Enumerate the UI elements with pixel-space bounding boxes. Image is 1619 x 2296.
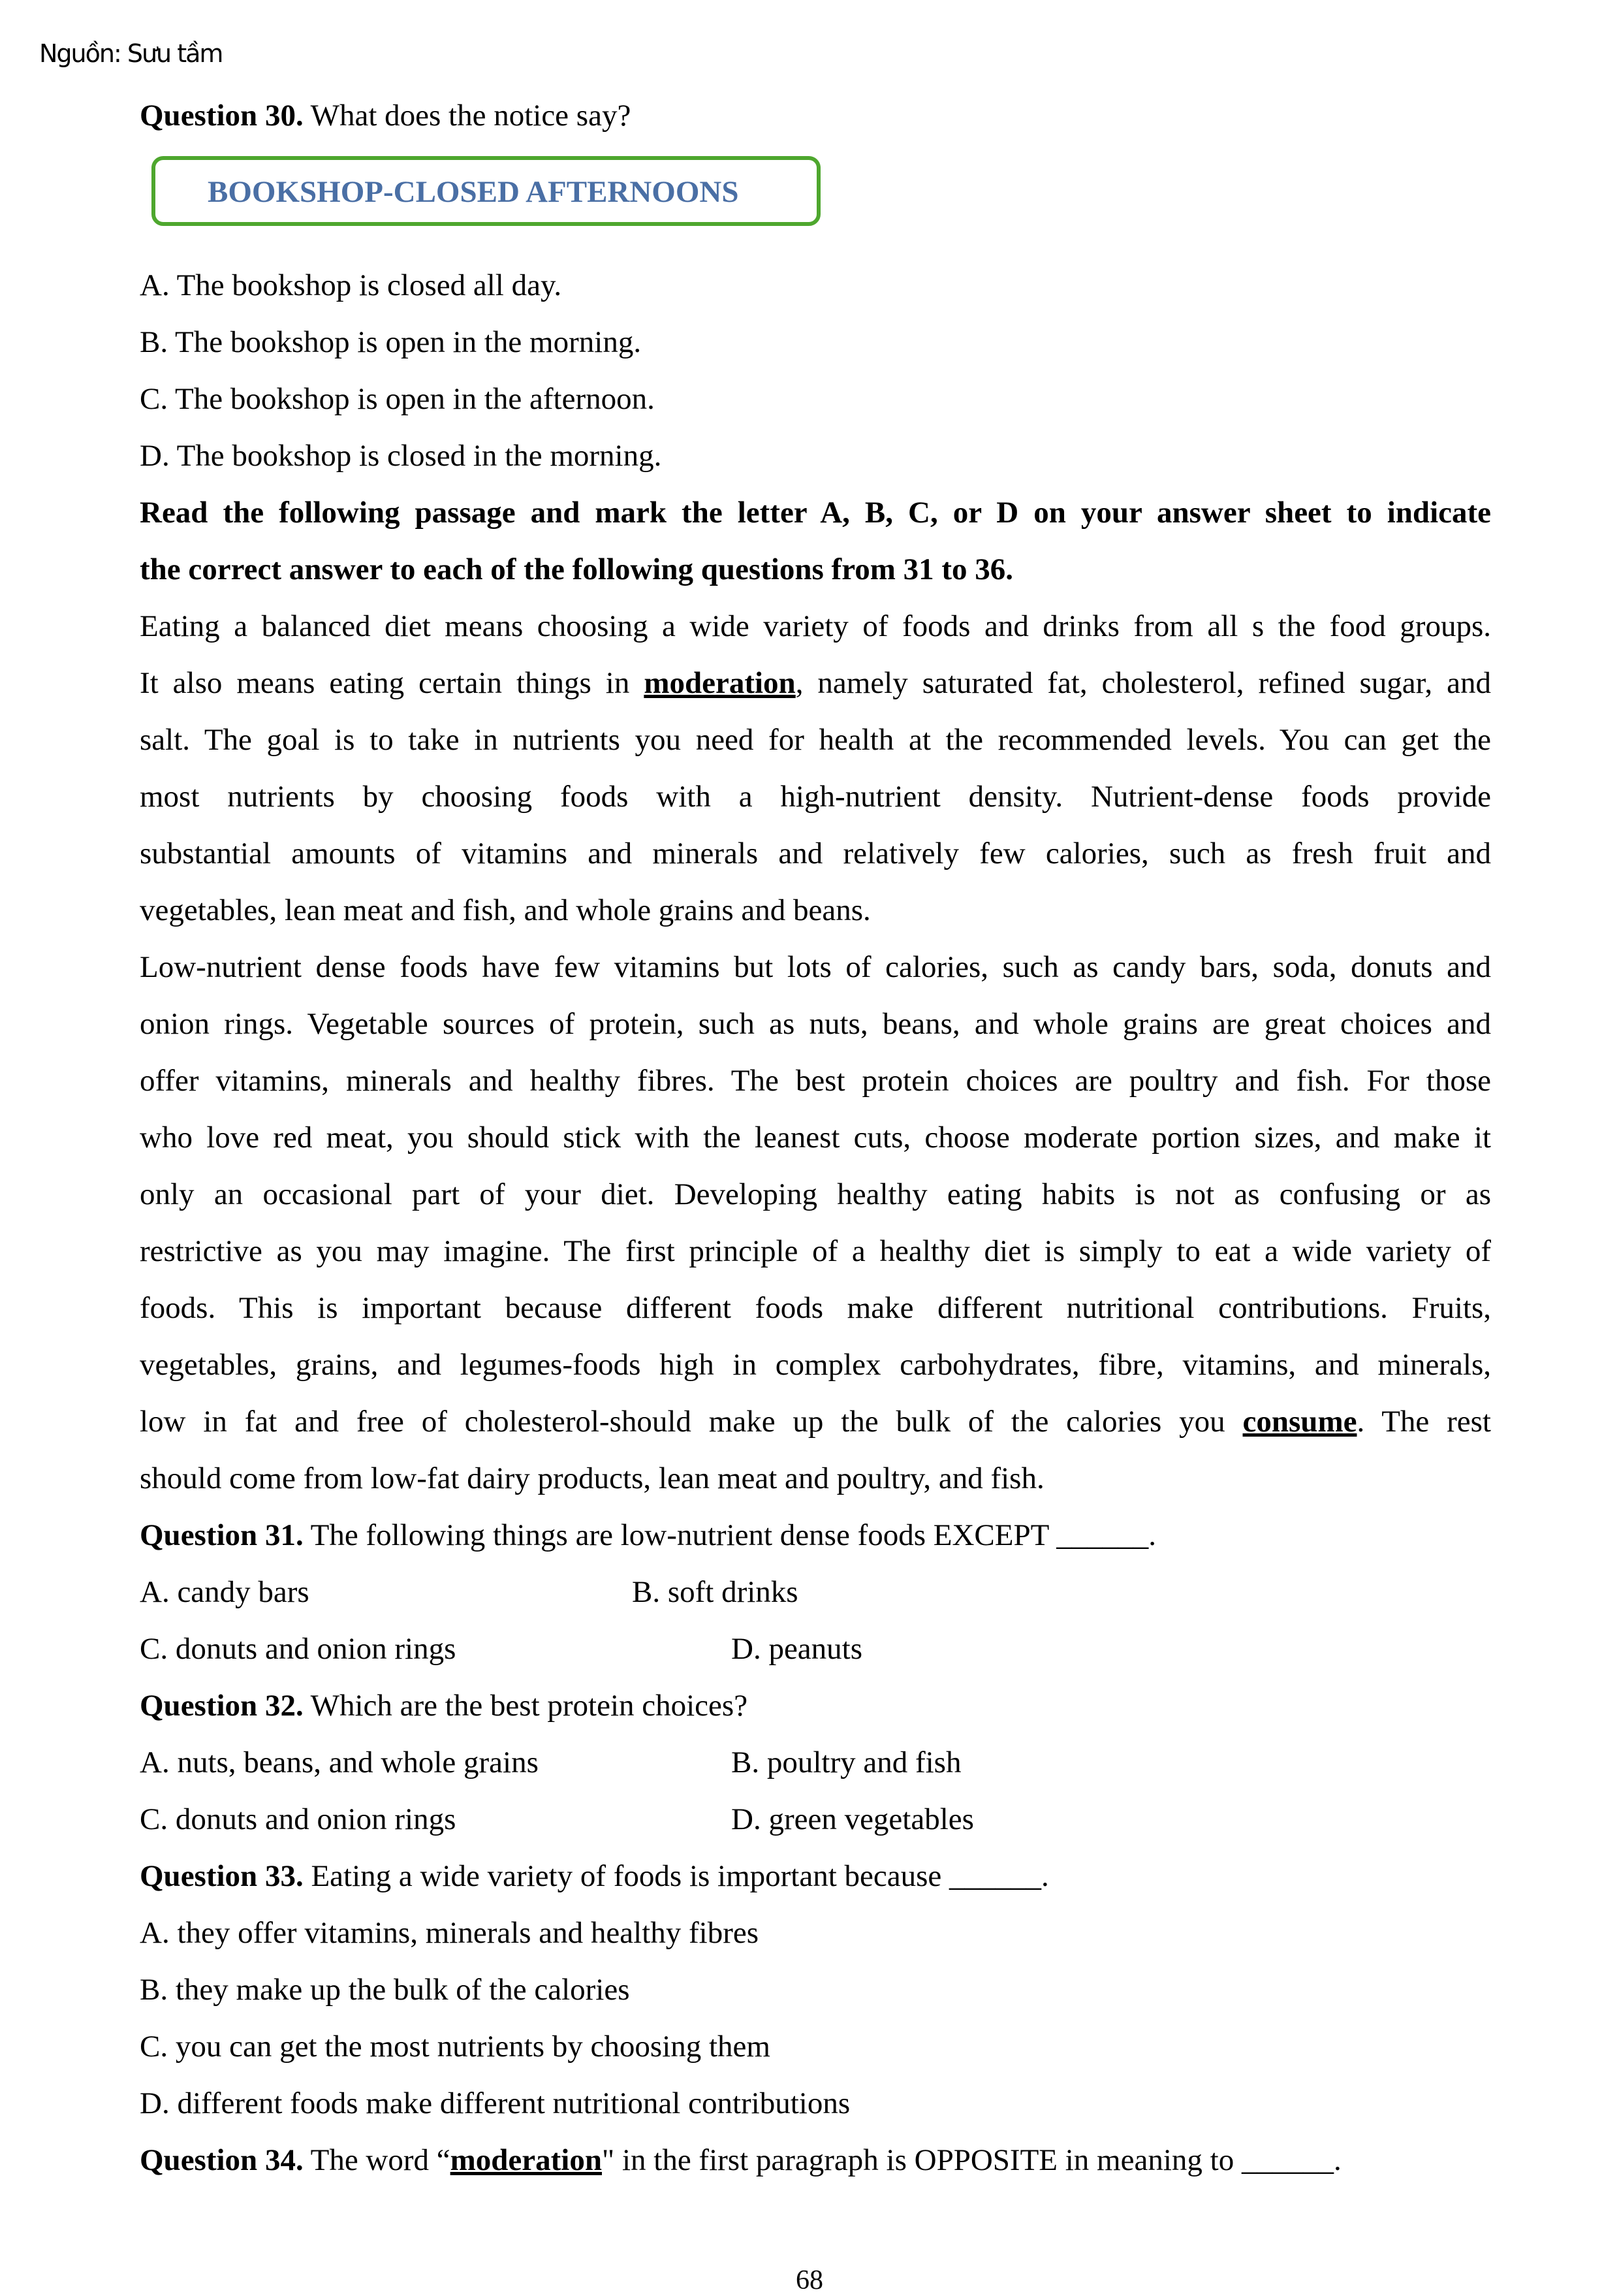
question-text: Which are the best protein choices? [303, 1689, 748, 1723]
passage-line: should come from low-fat dairy products, lean meat and poultry, and fish. [140, 1461, 1045, 1495]
passage-line: Low-nutrient dense foods have few vitamins but lots of calories, such as candy bars, soda, donuts and [140, 950, 1491, 984]
notice-text: BOOKSHOP-CLOSED AFTERNOONS [208, 175, 739, 209]
option-b: B. soft drinks [632, 1575, 798, 1609]
underlined-word: moderation [644, 666, 796, 700]
options-row [140, 1564, 1491, 1621]
question-label: Question 33. [140, 1859, 304, 1893]
option-d: D. The bookshop is closed in the morning. [140, 439, 662, 473]
page-number: 68 [796, 2265, 823, 2295]
passage-line: only an occasional part of your diet. Developing healthy eating habits is not as confusing or as [140, 1177, 1491, 1211]
text: It also means eating certain things in [140, 666, 644, 700]
option-a: A. nuts, beans, and whole grains [140, 1746, 539, 1779]
option-c: C. The bookshop is open in the afternoon. [140, 382, 655, 416]
option-a: A. The bookshop is closed all day. [140, 268, 562, 302]
option-c: C. donuts and onion rings [140, 1632, 456, 1666]
options-row [140, 1621, 1491, 1678]
option-d: D. green vegetables [731, 1802, 974, 1836]
question-label: Question 34. [140, 2143, 304, 2177]
option-c: C. donuts and onion rings [140, 1802, 456, 1836]
options-row [140, 1734, 1491, 1791]
question-33 [140, 1848, 1491, 1905]
question-30 [140, 88, 631, 144]
passage-line: Eating a balanced diet means choosing a wide variety of foods and drinks from all s the food groups. [140, 609, 1491, 643]
passage-line: vegetables, grains, and legumes-foods high in complex carbohydrates, fibre, vitamins, and minerals, [140, 1348, 1491, 1382]
underlined-word: moderation [450, 2143, 603, 2177]
text: low in fat and free of cholesterol-should make up the bulk of the calories you [140, 1405, 1243, 1439]
instruction-line: the correct answer to each of the following questions from 31 to 36. [140, 552, 1014, 586]
option-a: A. candy bars [140, 1575, 309, 1609]
question-34 [140, 2132, 1491, 2189]
question-32 [140, 1678, 1491, 1734]
option-c: C. you can get the most nutrients by choosing them [140, 2030, 770, 2064]
option-d: D. peanuts [731, 1632, 863, 1666]
source-note: Nguồn: Sưu tầm [39, 39, 223, 68]
text: , namely saturated fat, cholesterol, refined sugar, and [795, 666, 1491, 700]
question-text: Eating a wide variety of foods is important because ______. [303, 1859, 1049, 1893]
instruction-line: Read the following passage and mark the letter A, B, C, or D on your answer sheet to indicate [140, 496, 1491, 530]
question-text: The word “ [303, 2143, 450, 2177]
passage-line: substantial amounts of vitamins and minerals and relatively few calories, such as fresh fruit and [140, 837, 1491, 870]
question-label: Question 30. [140, 99, 304, 133]
passage-line: restrictive as you may imagine. The first principle of a healthy diet is simply to eat a wide variety of [140, 1234, 1491, 1268]
text: . The rest [1357, 1405, 1491, 1439]
passage-line: who love red meat, you should stick with the leanest cuts, choose moderate portion sizes, and make it [140, 1121, 1491, 1155]
option-b: B. poultry and fish [731, 1746, 962, 1779]
question-text: What does the notice say? [303, 99, 631, 133]
question-label: Question 32. [140, 1689, 304, 1723]
options-row [140, 1791, 1491, 1848]
passage-line: salt. The goal is to take in nutrients you need for health at the recommended levels. You can get the [140, 723, 1491, 757]
passage-line [140, 655, 1491, 712]
passage-line: foods. This is important because different foods make different nutritional contributions. Fruits, [140, 1291, 1491, 1325]
option-b: B. The bookshop is open in the morning. [140, 325, 642, 359]
document-body [140, 257, 1491, 2189]
question-text: The following things are low-nutrient dense foods EXCEPT ______. [303, 1518, 1156, 1552]
passage-line [140, 1394, 1491, 1450]
option-a: A. they offer vitamins, minerals and healthy fibres [140, 1916, 759, 1950]
underlined-word: consume [1242, 1405, 1357, 1439]
passage-line: offer vitamins, minerals and healthy fibres. The best protein choices are poultry and fish. For those [140, 1064, 1491, 1098]
passage-line: onion rings. Vegetable sources of protein, such as nuts, beans, and whole grains are great choices and [140, 1007, 1491, 1041]
option-b: B. they make up the bulk of the calories [140, 1973, 630, 2007]
question-label: Question 31. [140, 1518, 304, 1552]
passage-line: most nutrients by choosing foods with a high-nutrient density. Nutrient-dense foods provide [140, 780, 1491, 814]
question-31 [140, 1507, 1491, 1564]
option-d: D. different foods make different nutritional contributions [140, 2086, 851, 2120]
question-text: " in the first paragraph is OPPOSITE in meaning to ______. [602, 2143, 1342, 2177]
notice-box [151, 156, 821, 226]
passage-line: vegetables, lean meat and fish, and whole grains and beans. [140, 893, 871, 927]
